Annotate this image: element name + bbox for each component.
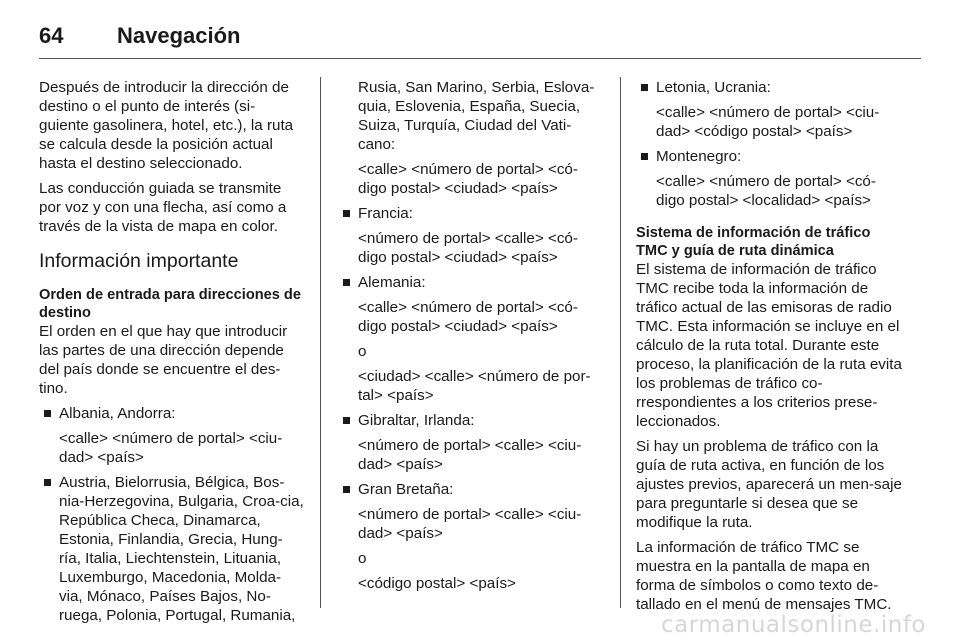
list-item-gran-bretana: Gran Bretaña: (338, 480, 603, 499)
list-item-albania: Albania, Andorra: (39, 404, 304, 423)
address-order-body: El orden en el que hay que introducir las partes de una dirección depende del país donde se encuentre el des-tino. (39, 323, 288, 397)
list-item-alemania: Alemania: (338, 273, 603, 292)
intro-paragraph: Después de introducir la dirección de destino o el punto de interés (si-guiente gasolinera, hotel, etc.), la ruta se calcula desde la posición actual hasta el destino seleccionado. (39, 79, 294, 172)
format-albania: <calle> <número de portal> <ciu-dad> <país> (59, 430, 283, 466)
format-letonia: <calle> <número de portal> <ciu-dad> <código postal> <país> (656, 104, 880, 140)
format-montenegro: <calle> <número de portal> <có-digo postal> <localidad> <país> (656, 173, 876, 209)
tmc-paragraph-2: Si hay un problema de tráfico con la guía de ruta activa, en función de los ajustes previos, aparecerá un men-saje para preguntarle si desea que se modifique la ruta. (636, 438, 902, 531)
column-3 (636, 78, 902, 620)
column-divider-1 (320, 77, 321, 608)
format-gran-bretana: <número de portal> <calle> <ciu-dad> <país> (358, 506, 582, 542)
list-item-austria: Austria, Bielorrusia, Bélgica, Bos-nia-Herzegovina, Bulgaria, Croa-cia, República Checa, Dinamarca, Estonia, Finlandia, Grecia, Hung-ría, Italia, Liechtenstein, Lituania, Luxemburgo, Macedonia, Molda-via, Mónaco, Países Bajos, No-ruega, Polonia, Portugal, Rumania, (39, 473, 304, 625)
column-divider-2 (620, 77, 621, 608)
format-austria: <calle> <número de portal> <có-digo postal> <ciudad> <país> (358, 161, 578, 197)
watermark: carmanualsonline.info (660, 612, 926, 638)
guidance-paragraph: Las conducción guiada se transmite por voz y con una flecha, así como a través de la vista de mapa en color. (39, 180, 287, 235)
subheading-tmc: Sistema de información de tráfico TMC y guía de ruta dinámica (636, 225, 871, 259)
or-alemania: o (358, 343, 367, 360)
column-2 (338, 78, 603, 599)
section-heading: Información importante (39, 250, 239, 272)
list-item-gibraltar: Gibraltar, Irlanda: (338, 411, 603, 430)
subheading-address-order: Orden de entrada para direcciones de destino (39, 287, 301, 321)
page-title: Navegación (117, 23, 241, 48)
austria-continued: Rusia, San Marino, Serbia, Eslova-quia, Eslovenia, España, Suecia, Suiza, Turquía, Ciudad del Vati-cano: (358, 79, 595, 153)
tmc-paragraph-3: La información de tráfico TMC se muestra en la pantalla de mapa en forma de símbolos o como texto de-tallado en el menú de mensajes TMC. (636, 539, 892, 613)
format-alemania: <calle> <número de portal> <có-digo postal> <ciudad> <país> (358, 299, 578, 335)
header-rule (39, 58, 921, 59)
column-1 (39, 78, 304, 631)
format-francia: <número de portal> <calle> <có-digo postal> <ciudad> <país> (358, 230, 578, 266)
list-item-francia: Francia: (338, 204, 603, 223)
format-gran-bretana-alt: <código postal> <país> (358, 575, 516, 592)
list-item-montenegro: Montenegro: (636, 147, 902, 166)
format-alemania-alt: <ciudad> <calle> <número de por-tal> <país> (358, 368, 591, 404)
list-item-letonia: Letonia, Ucrania: (636, 78, 902, 97)
page-header (39, 16, 921, 56)
or-gran-bretana: o (358, 550, 367, 567)
format-gibraltar: <número de portal> <calle> <ciu-dad> <país> (358, 437, 582, 473)
page-number: 64 (39, 23, 64, 48)
tmc-paragraph-1: El sistema de información de tráfico TMC recibe toda la información de tráfico actual de las emisoras de radio TMC. Esta información se incluye en el cálculo de la ruta total. Durante este proceso, la planificación de la ruta evita los problemas de tráfico co-rrespondientes a los criterios prese-leccionados. (636, 261, 902, 430)
